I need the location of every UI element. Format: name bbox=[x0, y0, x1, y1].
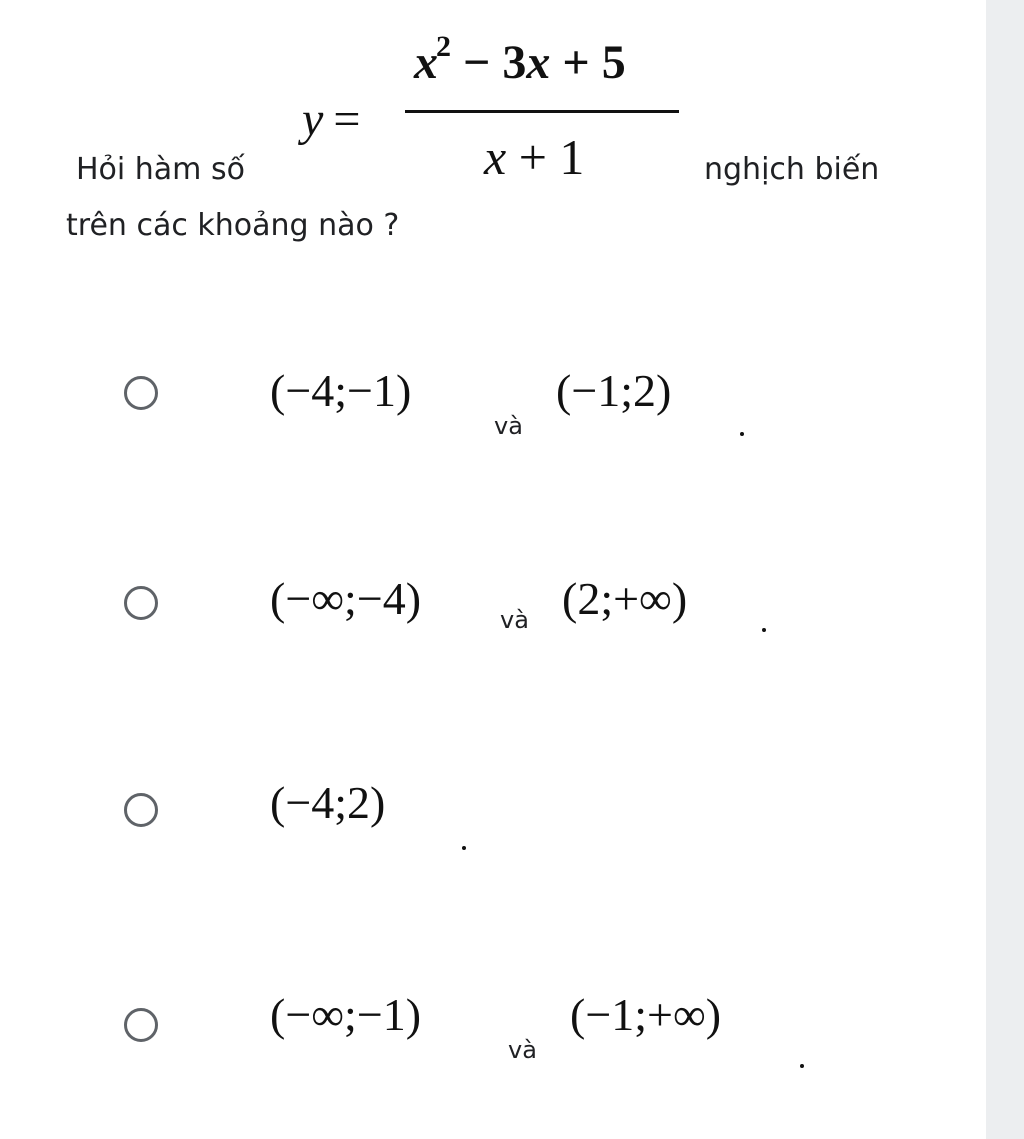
numerator-plus-five: + 5 bbox=[550, 36, 626, 89]
fraction-bar bbox=[405, 110, 679, 113]
option-4-interval-2: (−1;+∞) bbox=[570, 989, 722, 1040]
option-1-interval-1: (−4;−1) bbox=[270, 365, 412, 416]
formula-lhs bbox=[302, 92, 360, 147]
option-3-period bbox=[462, 846, 466, 850]
radio-button[interactable] bbox=[124, 376, 158, 410]
question-suffix: nghịch biến bbox=[704, 152, 880, 187]
denominator-x: x bbox=[484, 129, 507, 185]
radio-button[interactable] bbox=[124, 1008, 158, 1042]
option-4-connector: và bbox=[508, 1036, 537, 1064]
option-1-connector: và bbox=[494, 412, 523, 440]
question-prefix: Hỏi hàm số bbox=[76, 152, 245, 187]
option-2-connector: và bbox=[500, 606, 529, 634]
formula-equals: = bbox=[333, 93, 361, 146]
option-4-period bbox=[800, 1064, 804, 1068]
option-1-period bbox=[740, 432, 744, 436]
page-gutter bbox=[986, 0, 1024, 1139]
formula-y: y bbox=[302, 93, 324, 146]
question-line2: trên các khoảng nào ? bbox=[66, 208, 400, 243]
radio-button[interactable] bbox=[124, 586, 158, 620]
option-4-interval-1: (−∞;−1) bbox=[270, 989, 422, 1040]
numerator-x: x bbox=[414, 36, 438, 89]
option-1-interval-2: (−1;2) bbox=[556, 365, 672, 416]
numerator-exponent: 2 bbox=[436, 30, 451, 63]
radio-button[interactable] bbox=[124, 793, 158, 827]
numerator-minus-three: − 3 bbox=[451, 36, 527, 89]
numerator-x2: x bbox=[526, 36, 551, 89]
option-3-interval: (−4;2) bbox=[270, 777, 386, 828]
formula-denominator bbox=[484, 128, 584, 186]
option-2-period bbox=[762, 628, 766, 632]
option-2-interval-2: (2;+∞) bbox=[562, 573, 688, 624]
option-2-interval-1: (−∞;−4) bbox=[270, 573, 422, 624]
denominator-plus-one: + 1 bbox=[506, 129, 585, 185]
formula-numerator bbox=[414, 30, 626, 90]
